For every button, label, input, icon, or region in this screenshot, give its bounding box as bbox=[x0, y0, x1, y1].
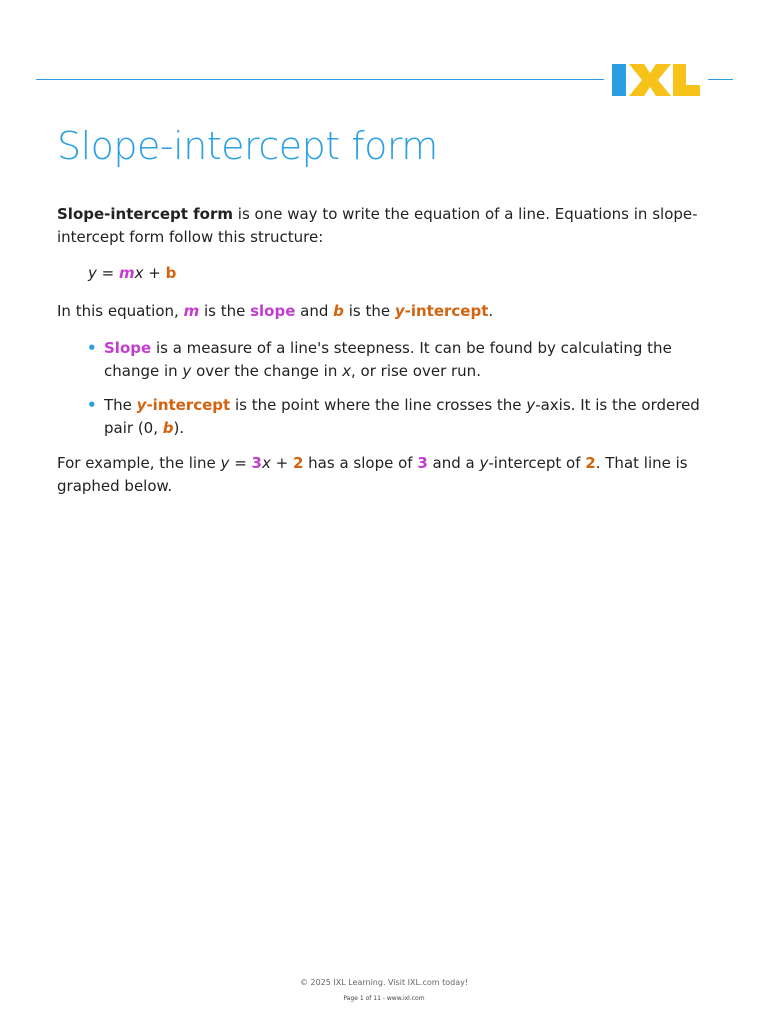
footer-page-number: Page 1 of 11 - www.ixl.com bbox=[343, 995, 425, 1002]
example-y: y bbox=[220, 454, 230, 472]
slope-text-2: over the change in bbox=[191, 361, 343, 380]
bullet-dot-icon: • bbox=[87, 396, 97, 414]
list-item-y-intercept bbox=[87, 394, 712, 439]
eq-y: y bbox=[88, 264, 97, 282]
example-text-2: has a slope of bbox=[303, 454, 418, 472]
explain-text-2: is the bbox=[199, 301, 251, 320]
yint-text-0: The bbox=[104, 396, 137, 414]
eq-m: m bbox=[119, 264, 135, 282]
intro-text: is one way to write the equation of a line. Equations in slope-intercept form follow this structure: bbox=[57, 205, 698, 246]
explain-text-1: In this equation, bbox=[57, 301, 184, 320]
example-x: x bbox=[261, 454, 271, 472]
eq-equals: = bbox=[96, 264, 119, 282]
explain-text-3: and bbox=[295, 301, 334, 320]
yint-term-rest: -intercept bbox=[146, 396, 231, 414]
explain-text-5: . bbox=[488, 301, 494, 320]
footer-copyright: © 2025 IXL Learning. Visit IXL.com today! bbox=[299, 978, 469, 987]
slope-text-3: , or rise over run. bbox=[351, 361, 481, 380]
example-slope-value: 3 bbox=[417, 454, 428, 472]
example-paragraph bbox=[57, 452, 712, 497]
yint-text-2: -axis. It is the ordered pair (0, bbox=[104, 396, 700, 437]
example-text-5: . That line is graphed below. bbox=[57, 454, 688, 495]
ixl-logo bbox=[612, 64, 700, 96]
example-m-value: 3 bbox=[251, 454, 262, 472]
eq-b: b bbox=[165, 264, 177, 282]
eq-plus: + bbox=[143, 264, 166, 282]
explain-yint-y: y bbox=[394, 301, 405, 320]
bullet-dot-icon: • bbox=[87, 339, 97, 357]
header-rule-right bbox=[708, 79, 733, 80]
yint-y: y bbox=[526, 396, 536, 414]
explain-b: b bbox=[333, 301, 344, 320]
intro-term: Slope-intercept form bbox=[57, 205, 234, 223]
ixl-logo-mark bbox=[612, 64, 700, 96]
example-intercept-value: 2 bbox=[585, 454, 596, 472]
example-text-1: For example, the line bbox=[57, 454, 221, 472]
general-equation bbox=[57, 262, 712, 285]
explain-text-4: is the bbox=[343, 301, 395, 320]
explain-paragraph bbox=[57, 300, 712, 323]
page-title: Slope-intercept form bbox=[57, 124, 438, 168]
main-content bbox=[57, 203, 712, 497]
example-text-3: and a bbox=[427, 454, 480, 472]
example-equals: = bbox=[229, 454, 252, 472]
example-plus: + bbox=[270, 454, 293, 472]
intro-paragraph bbox=[57, 203, 712, 248]
slope-term: Slope bbox=[104, 339, 152, 357]
definition-list bbox=[57, 337, 712, 439]
yint-text-3: ). bbox=[173, 418, 185, 437]
explain-m: m bbox=[183, 301, 200, 320]
explain-slope: slope bbox=[250, 301, 296, 320]
eq-x: x bbox=[134, 264, 144, 282]
slope-text-1: is a measure of a line's steepness. It can be found by calculating the change in bbox=[104, 339, 672, 380]
yint-term-y: y bbox=[136, 396, 147, 414]
explain-yint-rest: -intercept bbox=[404, 301, 489, 320]
example-text-4: -intercept of bbox=[488, 454, 586, 472]
example-b-value: 2 bbox=[292, 454, 304, 472]
yint-b: b bbox=[162, 418, 174, 437]
example-y2: y bbox=[479, 454, 489, 472]
slope-y: y bbox=[182, 361, 192, 380]
list-item-slope bbox=[87, 337, 712, 382]
header-rule-left bbox=[36, 79, 604, 80]
yint-text-1: is the point where the line crosses the bbox=[230, 396, 527, 414]
slope-x: x bbox=[342, 361, 351, 380]
